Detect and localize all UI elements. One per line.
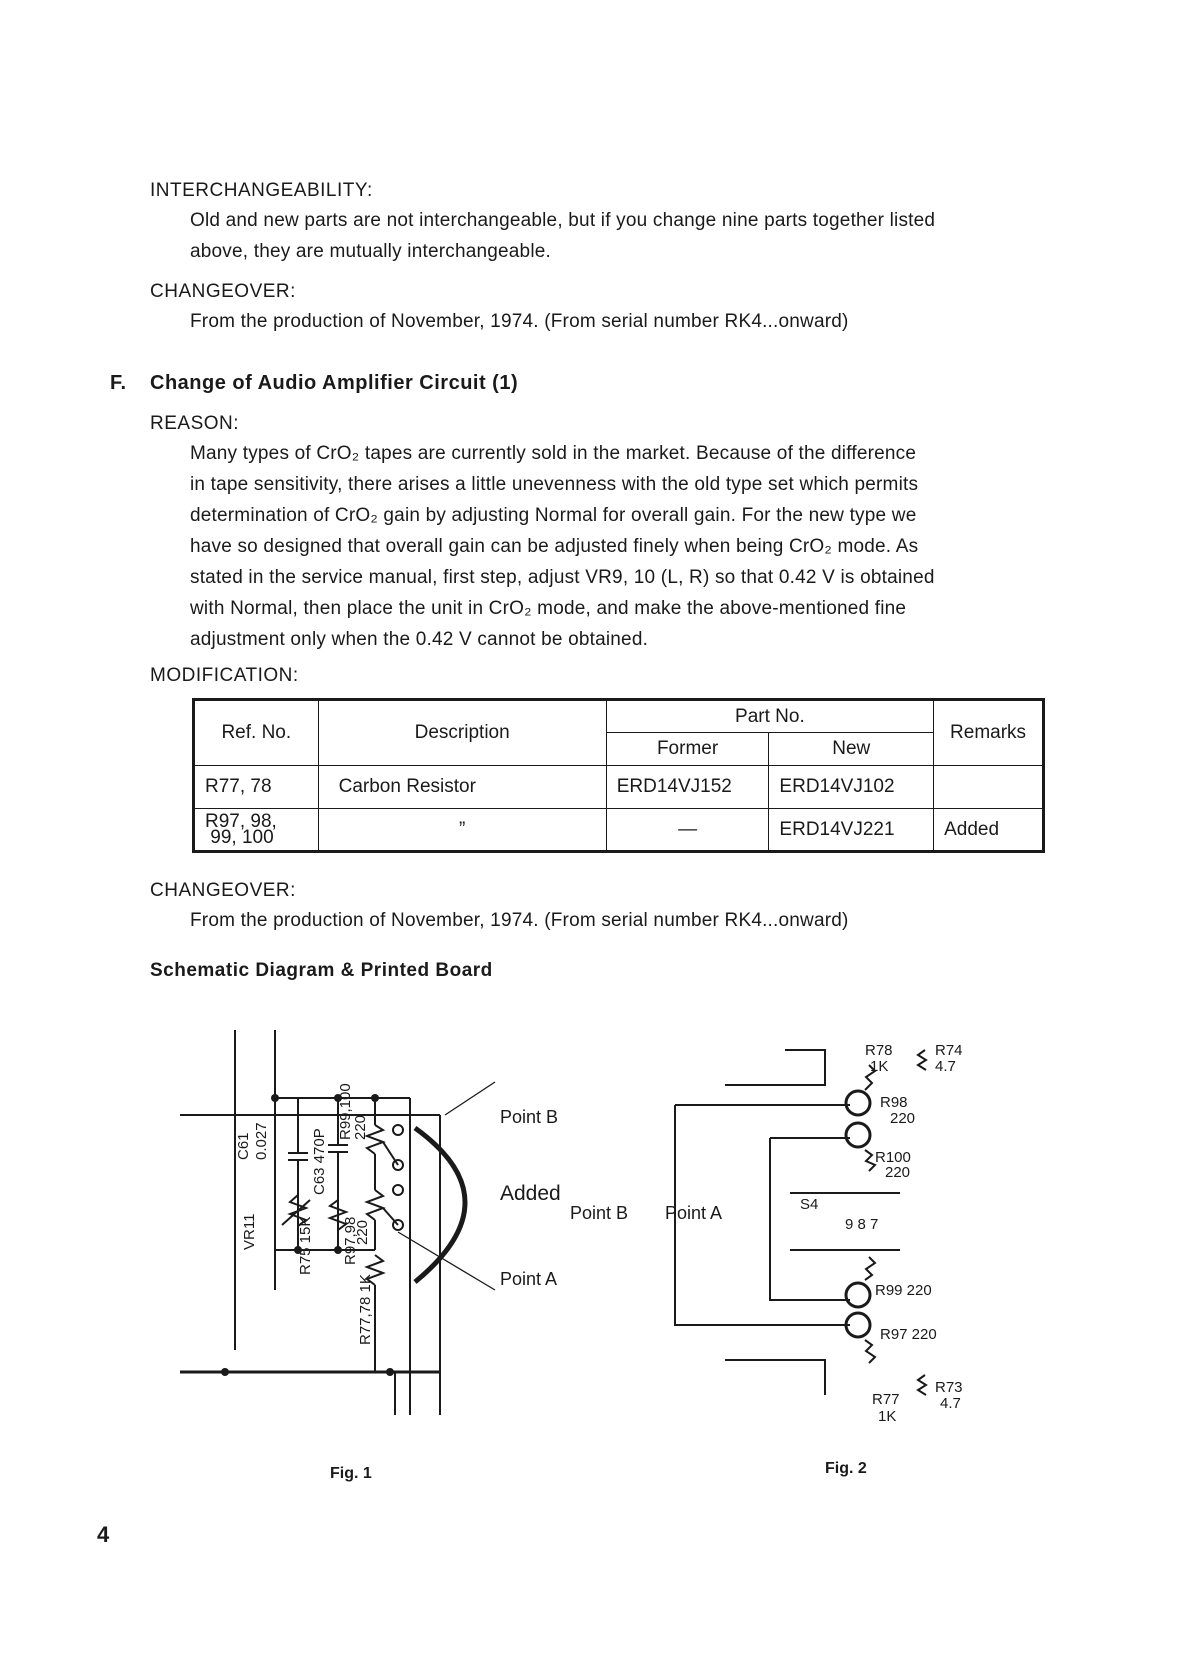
table-row bbox=[194, 766, 1044, 809]
interchangeability-label: INTERCHANGEABILITY: bbox=[150, 180, 373, 201]
parts-table bbox=[192, 698, 1045, 853]
changeover-label-1: CHANGEOVER: bbox=[150, 281, 296, 302]
changeover-text-2: From the production of November, 1974. (From serial number RK4...onward) bbox=[190, 910, 849, 931]
cell-former: ERD14VJ152 bbox=[606, 766, 769, 809]
schematic-title: Schematic Diagram & Printed Board bbox=[150, 960, 493, 981]
cell-ref bbox=[194, 809, 319, 852]
fig2-r78: R78 bbox=[865, 1042, 893, 1059]
cell-remarks bbox=[934, 766, 1044, 809]
label-c61: C61 bbox=[235, 1132, 252, 1160]
section-letter: F. bbox=[110, 372, 127, 394]
reason-line: stated in the service manual, first step, adjust VR9, 10 (L, R) so that 0.42 V is obtained bbox=[190, 567, 935, 588]
label-point-a: Point A bbox=[500, 1269, 558, 1289]
fig2-caption: Fig. 2 bbox=[825, 1460, 867, 1477]
header-former: Former bbox=[606, 733, 769, 766]
cell-former: — bbox=[606, 809, 769, 852]
label-vr11: VR11 bbox=[241, 1213, 258, 1250]
reason-line: Many types of CrO₂ tapes are currently sold in the market. Because of the difference bbox=[190, 443, 917, 464]
fig2-r97: R97 220 bbox=[880, 1326, 937, 1343]
fig2-r73-value: 4.7 bbox=[940, 1395, 961, 1412]
cell-ref-line2: 99, 100 bbox=[205, 826, 274, 848]
fig2-r98: R98 bbox=[880, 1094, 908, 1111]
label-r99-value: 220 bbox=[352, 1114, 369, 1140]
fig2-r100-value: 220 bbox=[885, 1164, 911, 1181]
interchangeability-line2: above, they are mutually interchangeable. bbox=[190, 241, 551, 262]
label-added: Added bbox=[500, 1182, 561, 1205]
header-new: New bbox=[769, 733, 934, 766]
changeover-text-1: From the production of November, 1974. (From serial number RK4...onward) bbox=[190, 311, 849, 332]
fig2-point-b: Point B bbox=[570, 1203, 629, 1223]
label-r99: R99,100 bbox=[337, 1083, 354, 1140]
label-r97: R97,98 bbox=[342, 1216, 359, 1265]
cell-ref: R77, 78 bbox=[194, 766, 319, 809]
reason-paragraph bbox=[190, 438, 935, 655]
cell-new: ERD14VJ221 bbox=[769, 809, 934, 852]
cell-remarks: Added bbox=[934, 809, 1044, 852]
board-fig2 bbox=[570, 995, 990, 1435]
fig2-r77: R77 bbox=[872, 1391, 900, 1408]
table-row bbox=[194, 809, 1044, 852]
fig1-caption: Fig. 1 bbox=[330, 1465, 372, 1482]
cell-new: ERD14VJ102 bbox=[769, 766, 934, 809]
fig2-r100: R100 bbox=[875, 1149, 911, 1166]
reason-line: adjustment only when the 0.42 V cannot be obtained. bbox=[190, 629, 649, 650]
section-title: Change of Audio Amplifier Circuit (1) bbox=[150, 372, 519, 394]
header-ref: Ref. No. bbox=[194, 700, 319, 766]
interchangeability-line1: Old and new parts are not interchangeable, but if you change nine parts together listed bbox=[190, 210, 936, 231]
header-description: Description bbox=[318, 700, 606, 766]
label-c61-value: 0.027 bbox=[253, 1122, 270, 1160]
fig2-r78-value: 1K bbox=[870, 1058, 889, 1075]
cell-description: ” bbox=[318, 809, 606, 852]
reason-line: with Normal, then place the unit in CrO₂ mode, and make the above-mentioned fine bbox=[190, 598, 907, 619]
reason-line: determination of CrO₂ gain by adjusting Normal for overall gain. For the new type we bbox=[190, 505, 917, 526]
schematic-fig1 bbox=[170, 1020, 600, 1450]
reason-label: REASON: bbox=[150, 413, 240, 434]
changeover-label-2: CHANGEOVER: bbox=[150, 880, 296, 901]
fig2-s4-pins: 9 8 7 bbox=[845, 1216, 879, 1233]
reason-line: in tape sensitivity, there arises a little unevenness with the old type set which permits bbox=[190, 474, 919, 495]
fig2-r98-value: 220 bbox=[890, 1110, 916, 1127]
fig2-r73: R73 bbox=[935, 1379, 963, 1396]
label-r97-value: 220 bbox=[354, 1219, 371, 1245]
cell-ref-line1: R97, 98, bbox=[205, 810, 277, 832]
page-number: 4 bbox=[97, 1522, 110, 1547]
fig2-r74: R74 bbox=[935, 1042, 963, 1059]
reason-line: have so designed that overall gain can be adjusted finely when being CrO₂ mode. As bbox=[190, 536, 919, 557]
label-r75: R75 15K bbox=[297, 1216, 314, 1275]
header-part-no: Part No. bbox=[606, 700, 933, 733]
fig2-r99: R99 220 bbox=[875, 1282, 932, 1299]
fig2-s4: S4 bbox=[800, 1196, 819, 1213]
header-remarks: Remarks bbox=[934, 700, 1044, 766]
modification-label: MODIFICATION: bbox=[150, 665, 299, 686]
label-point-b: Point B bbox=[500, 1107, 559, 1127]
label-c63: C63 470P bbox=[311, 1128, 328, 1195]
fig2-point-a: Point A bbox=[665, 1203, 723, 1223]
fig2-r77-value: 1K bbox=[878, 1408, 897, 1425]
label-r77: R77,78 1K bbox=[357, 1274, 374, 1345]
fig2-r74-value: 4.7 bbox=[935, 1058, 956, 1075]
cell-description: Carbon Resistor bbox=[318, 766, 606, 809]
